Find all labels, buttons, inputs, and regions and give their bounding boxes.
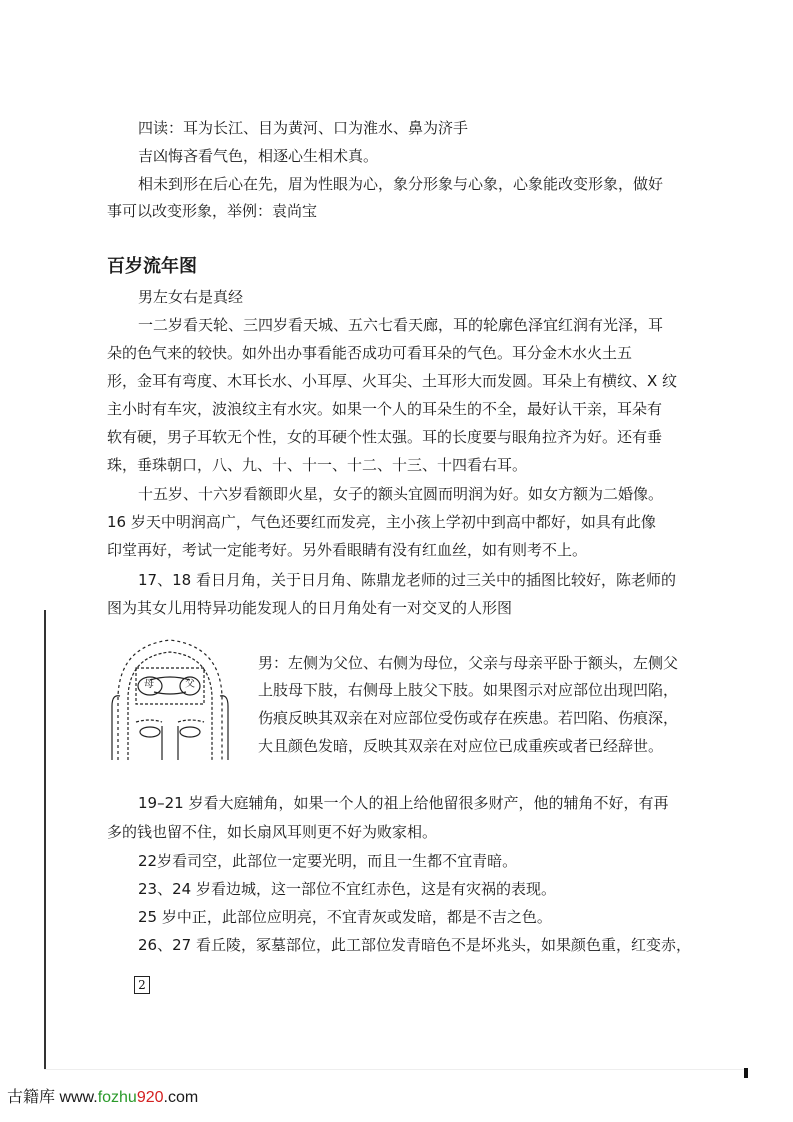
section-title: 百岁流年图 [107,256,197,277]
text-line: 软有硬，男子耳软无个性，女的耳硬个性太强。耳的长度要与眼角拉齐为好。还有垂 [107,428,663,446]
watermark-green: fozhu [97,1089,137,1106]
text-line: 吉凶悔吝看气色，相逐心生相术真。 [138,147,379,165]
mother-label: 母 [144,679,154,690]
watermark-prefix: 古籍库 www. [7,1089,98,1106]
text-line: 形，金耳有弯度、木耳长水、小耳厚、火耳尖、土耳形大而发圆。耳朵上有横纹、X 纹 [107,372,678,390]
scan-mark [744,1068,748,1078]
text-line: 大且颜色发暗，反映其双亲在对应位已成重疾或者已经辞世。 [258,737,664,755]
text-line: 图为其女儿用特异功能发现人的日月角处有一对交叉的人形图 [107,599,513,617]
text-line: 十五岁、十六岁看额即火星，女子的额头宜圆而明润为好。如女方额为二婚像。 [138,485,664,503]
watermark-suffix: .com [163,1089,199,1106]
text-line: 26、27 看丘陵，冢墓部位，此工部位发青暗色不是坏兆头，如果颜色重，红变赤， [138,936,691,954]
text-line: 25 岁中正，此部位应明亮，不宜青灰或发暗，都是不吉之色。 [138,908,552,926]
text-line: 主小时有车灾，波浪纹主有水灾。如果一个人的耳朵生的不全，最好认干亲，耳朵有 [107,400,663,418]
text-line: 22岁看司空，此部位一定要光明，而且一生都不宜青暗。 [138,852,518,870]
text-line: 伤痕反映其双亲在对应部位受伤或存在疾患。若凹陷、伤痕深， [258,709,679,727]
father-label: 父 [185,679,195,690]
text-line: 事可以改变形象，举例：袁尚宝 [107,202,318,220]
watermark [7,1088,198,1108]
text-line: 珠，垂珠朝口，八、九、十、十一、十二、十三、十四看右耳。 [107,456,528,474]
text-line: 上肢母下肢，右侧母上肢父下肢。如果图示对应部位出现凹陷， [258,681,679,699]
text-line: 17、18 看日月角，关于日月角、陈鼎龙老师的过三关中的插图比较好，陈老师的 [138,571,676,589]
text-line: 多的钱也留不住，如长扇风耳则更不好为败家相。 [107,823,438,841]
face-illustration [106,636,234,760]
scan-border-bottom [44,1069,744,1070]
page-number: 2 [134,976,150,994]
text-line: 相未到形在后心在先，眉为性眼为心，象分形象与心象，心象能改变形象，做好 [138,175,664,193]
text-line: 16 岁天中明润高广，气色还要红而发亮，主小孩上学初中到高中都好，如具有此像 [107,513,656,531]
text-line: 19–21 岁看大庭辅角，如果一个人的祖上给他留很多财产，他的辅角不好，有再 [138,794,669,812]
text-line: 男左女右是真经 [138,288,244,306]
text-line: 男：左侧为父位、右侧为母位，父亲与母亲平卧于额头，左侧父 [258,654,679,672]
text-line: 印堂再好，考试一定能考好。另外看眼睛有没有红血丝，如有则考不上。 [107,541,588,559]
text-line: 23、24 岁看边城，这一部位不宜红赤色，这是有灾祸的表现。 [138,880,556,898]
text-line: 朵的色气来的较快。如外出办事看能否成功可看耳朵的气色。耳分金木水火土五 [107,344,633,362]
text-line: 四读：耳为长江、目为黄河、口为淮水、鼻为济手 [138,119,469,137]
watermark-red: 920 [136,1089,164,1106]
text-line: 一二岁看天轮、三四岁看天城、五六七看天廊，耳的轮廓色泽宜红润有光泽，耳 [138,316,664,334]
scan-border [44,610,46,1070]
